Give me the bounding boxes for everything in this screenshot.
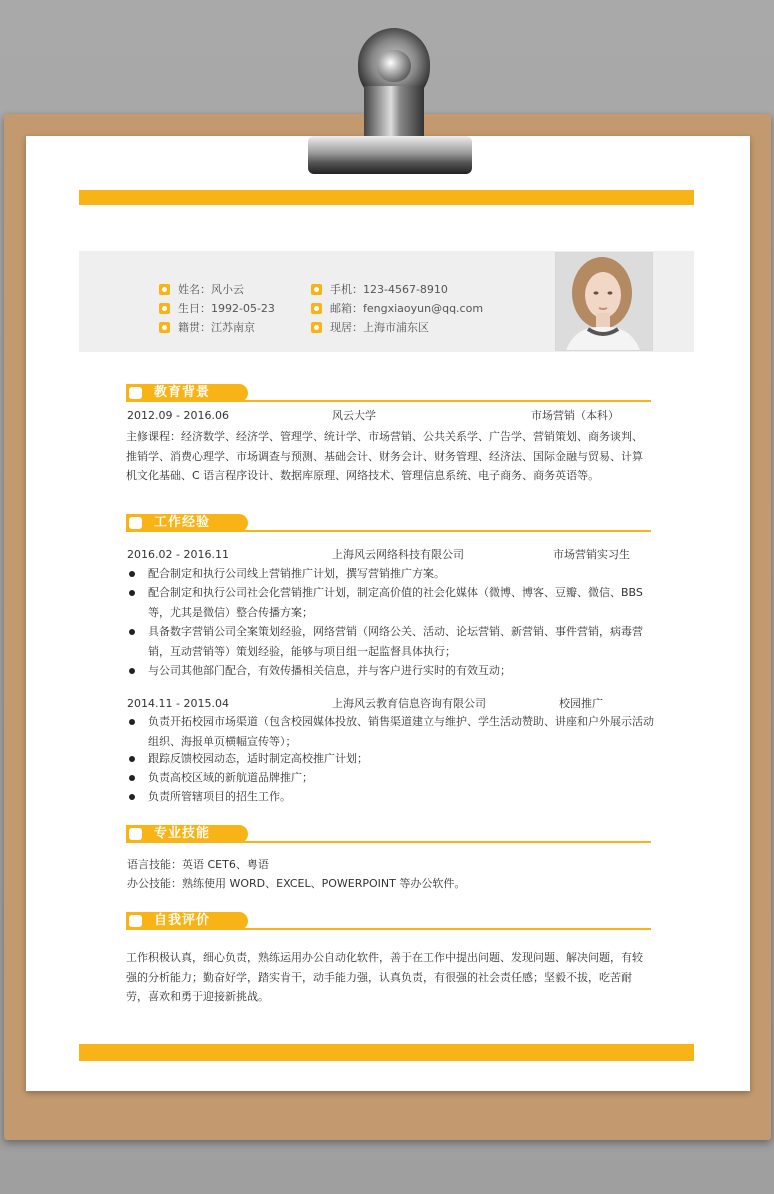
job-role: 校园推广 bbox=[559, 697, 603, 710]
calendar-icon bbox=[159, 303, 170, 314]
section-title: 工作经验 bbox=[154, 515, 211, 530]
info-address: 现居：上海市浦东区 bbox=[311, 319, 429, 335]
job-role: 市场营销实习生 bbox=[553, 548, 630, 561]
section-title: 教育背景 bbox=[154, 385, 211, 400]
self-evaluation-text: 工作积极认真，细心负责，熟练运用办公自动化软件，善于在工作中提出问题、发现问题、解决问题，有较强的分析能力；勤奋好学，踏实肯干，动手能力强，认真负责，有很强的社会责任感；坚毅不拔，吃苦耐劳，喜欢和勇于迎接新挑战。 bbox=[126, 951, 643, 1003]
job-item: 与公司其他部门配合，有效传播相关信息，并与客户进行实时的有效互动； bbox=[148, 664, 511, 677]
location-icon bbox=[311, 322, 322, 333]
bullet bbox=[129, 756, 135, 762]
job-item: 具备数字营销公司全案策划经验，网络营销（网络公关、活动、论坛营销、新营销、事件营销，病毒营销，互动营销等）策划经验，能够与项目组一起监督具体执行； bbox=[148, 625, 643, 658]
edu-period: 2012.09 - 2016.06 bbox=[127, 409, 229, 422]
home-icon bbox=[159, 322, 170, 333]
email-icon bbox=[311, 303, 322, 314]
info-email: 邮箱：fengxiaoyun@qq.com bbox=[311, 300, 483, 316]
bullet bbox=[129, 629, 135, 635]
section-title: 专业技能 bbox=[154, 826, 211, 841]
person-icon bbox=[129, 915, 142, 927]
user-icon bbox=[159, 284, 170, 295]
job-period: 2014.11 - 2015.04 bbox=[127, 697, 229, 710]
skill-language: 语言技能：英语 CET6、粤语 bbox=[127, 858, 269, 871]
binder-clip bbox=[304, 26, 476, 176]
skills-section-header bbox=[126, 825, 651, 845]
job-item: 负责开拓校园市场渠道（包含校园媒体投放、销售渠道建立与维护、学生活动赞助、讲座和户外展示活动组织、海报单页横幅宣传等）； bbox=[148, 715, 654, 748]
clip-hole bbox=[377, 50, 411, 82]
job-item: 配合制定和执行公司社会化营销推广计划，制定高价值的社会化媒体（微博、博客、豆瓣、微信、BBS等，尤其是微信）整合传播方案； bbox=[148, 586, 643, 619]
info-phone: 手机：123-4567-8910 bbox=[311, 281, 448, 297]
info-name: 姓名：风小云 bbox=[159, 281, 244, 297]
profile-photo bbox=[555, 252, 653, 351]
clip-base bbox=[308, 136, 472, 174]
job-item: 配合制定和执行公司线上营销推广计划，撰写营销推广方案。 bbox=[148, 567, 445, 580]
graduation-icon bbox=[129, 387, 142, 399]
bullet bbox=[129, 590, 135, 596]
bullet bbox=[129, 571, 135, 577]
edu-major: 市场营销（本科） bbox=[531, 409, 619, 422]
info-birth: 生日：1992-05-23 bbox=[159, 300, 275, 316]
work-section-header bbox=[126, 514, 651, 534]
edu-courses: 主修课程：经济数学、经济学、管理学、统计学、市场营销、公共关系学、广告学、营销策划、商务谈判、推销学、消费心理学、市场调查与预测、基础会计、财务会计、财务管理、经济法、国际金融与贸易、计算机文化基础、C 语言程序设计、数据库原理、网络技术、管理信息系统、电子商务、商务英语等。 bbox=[126, 430, 643, 482]
education-section-header bbox=[126, 384, 651, 404]
bullet bbox=[129, 794, 135, 800]
self-section-header bbox=[126, 912, 651, 932]
phone-icon bbox=[311, 284, 322, 295]
info-hometown: 籍贯：江苏南京 bbox=[159, 319, 255, 335]
bottom-accent-bar bbox=[79, 1044, 694, 1061]
section-title: 自我评价 bbox=[154, 913, 211, 928]
top-accent-bar bbox=[79, 190, 694, 205]
job-company: 上海风云网络科技有限公司 bbox=[332, 548, 464, 561]
bullet bbox=[129, 668, 135, 674]
edu-school: 风云大学 bbox=[332, 409, 376, 422]
job-item: 跟踪反馈校园动态，适时制定高校推广计划； bbox=[148, 752, 368, 765]
job-company: 上海风云教育信息咨询有限公司 bbox=[332, 697, 486, 710]
bullet bbox=[129, 719, 135, 725]
briefcase-icon bbox=[129, 517, 142, 529]
job-item: 负责高校区域的新航道品牌推广； bbox=[148, 771, 313, 784]
gears-icon bbox=[129, 828, 142, 840]
bullet bbox=[129, 775, 135, 781]
skill-office: 办公技能：熟练使用 WORD、EXCEL、POWERPOINT 等办公软件。 bbox=[127, 877, 466, 890]
job-period: 2016.02 - 2016.11 bbox=[127, 548, 229, 561]
job-item: 负责所管辖项目的招生工作。 bbox=[148, 790, 291, 803]
